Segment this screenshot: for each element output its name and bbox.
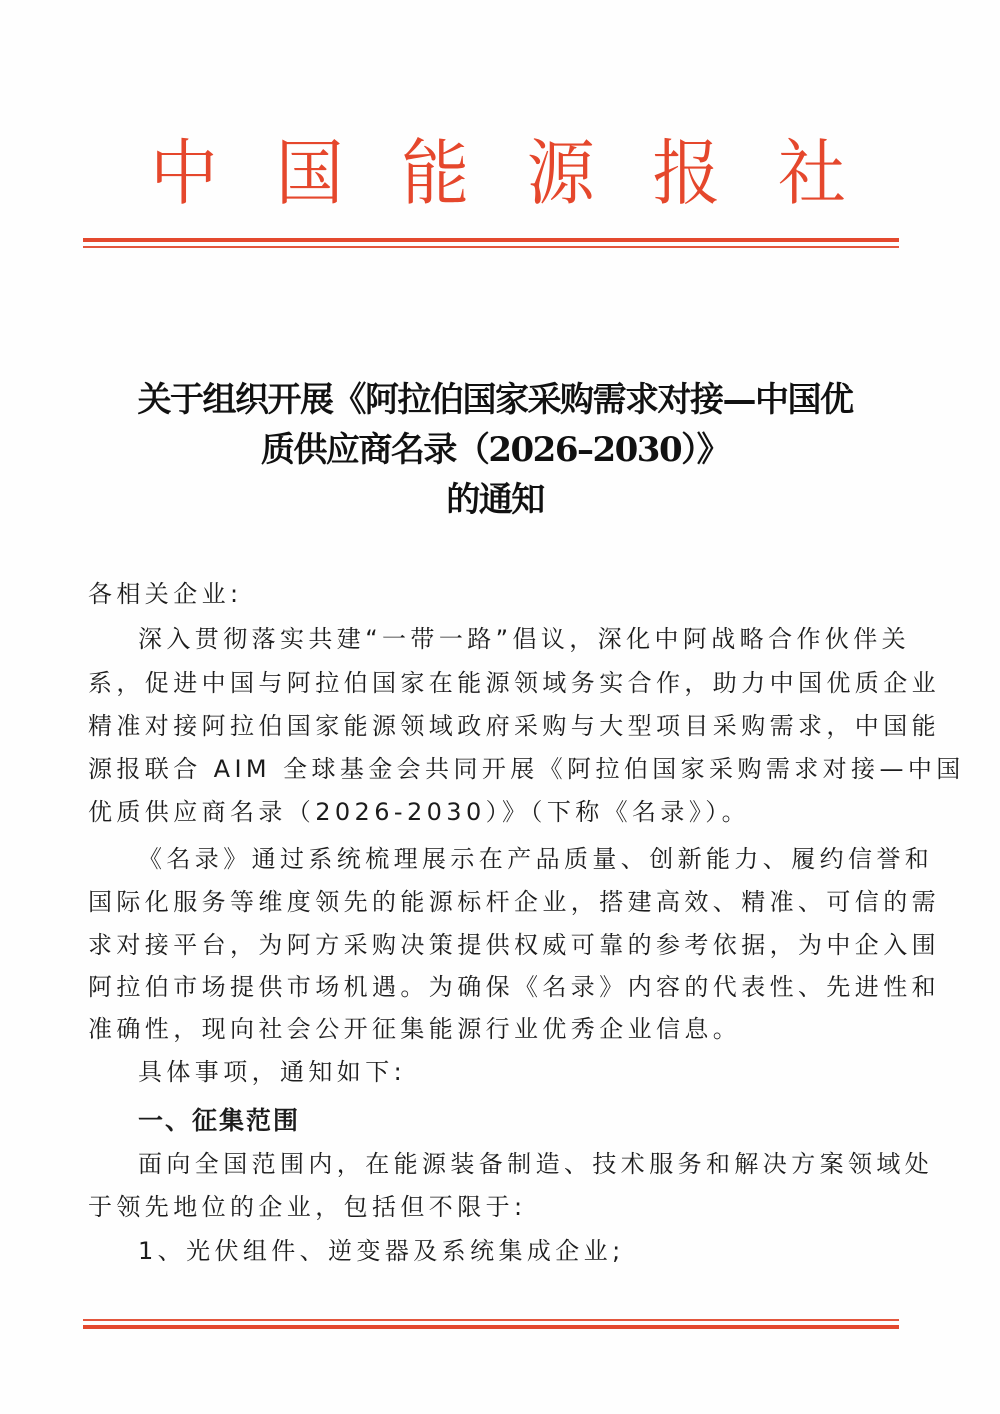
- paragraph-2-line: 求对接平台，为阿方采购决策提供权威可靠的参考依据，为中企入围: [88, 931, 940, 959]
- paragraph-2-line: 《名录》通过系统梳理展示在产品质量、创新能力、履约信誉和: [138, 845, 934, 873]
- masthead-char: 社: [777, 133, 846, 216]
- paragraph-1-line: 系，促进中国与阿拉伯国家在能源领域务实合作，助力中国优质企业: [88, 669, 940, 697]
- masthead-char: 能: [401, 133, 470, 216]
- list-item: 1、光伏组件、逆变器及系统集成企业;: [138, 1237, 625, 1265]
- paragraph-4-line: 于领先地位的企业，包括但不限于:: [88, 1193, 527, 1221]
- paragraph-4-line: 面向全国范围内，在能源装备制造、技术服务和解决方案领域处: [138, 1150, 934, 1178]
- title-line-1: 关于组织开展《阿拉伯国家采购需求对接—中国优: [137, 380, 853, 420]
- paragraph-1-line: 源报联合 AIM 全球基金会共同开展《阿拉伯国家采购需求对接—中国: [88, 755, 965, 783]
- document-title: [80, 375, 910, 525]
- title-line-2: 质供应商名录（2026–2030）》: [260, 430, 730, 470]
- header-rule-thin: [83, 246, 899, 248]
- title-line-3: 的通知: [446, 480, 544, 520]
- masthead: [150, 132, 846, 218]
- paragraph-2-line: 阿拉伯市场提供市场机遇。为确保《名录》内容的代表性、先进性和: [88, 973, 940, 1001]
- paragraph-2-line: 准确性，现向社会公开征集能源行业优秀企业信息。: [88, 1015, 742, 1043]
- footer-rule-thick: [83, 1325, 899, 1329]
- paragraph-1-line: 深入贯彻落实共建“一带一路”倡议，深化中阿战略合作伙伴关: [138, 625, 911, 653]
- paragraph-3-line: 具体事项，通知如下:: [138, 1058, 407, 1086]
- masthead-char: 中: [150, 133, 219, 216]
- paragraph-1-line: 优质供应商名录（2026-2030）》（下称《名录》）。: [88, 798, 751, 826]
- masthead-char: 国: [275, 133, 344, 216]
- masthead-char: 源: [526, 133, 595, 216]
- header-rule-thick: [83, 238, 899, 242]
- masthead-char: 报: [652, 133, 721, 216]
- paragraph-2-line: 国际化服务等维度领先的能源标杆企业，搭建高效、精准、可信的需: [88, 888, 940, 916]
- salutation: 各相关企业:: [88, 580, 243, 608]
- footer-rule-thin: [83, 1319, 899, 1321]
- section-heading: 一、征集范围: [138, 1106, 301, 1135]
- paragraph-1-line: 精准对接阿拉伯国家能源领域政府采购与大型项目采购需求，中国能: [88, 712, 940, 740]
